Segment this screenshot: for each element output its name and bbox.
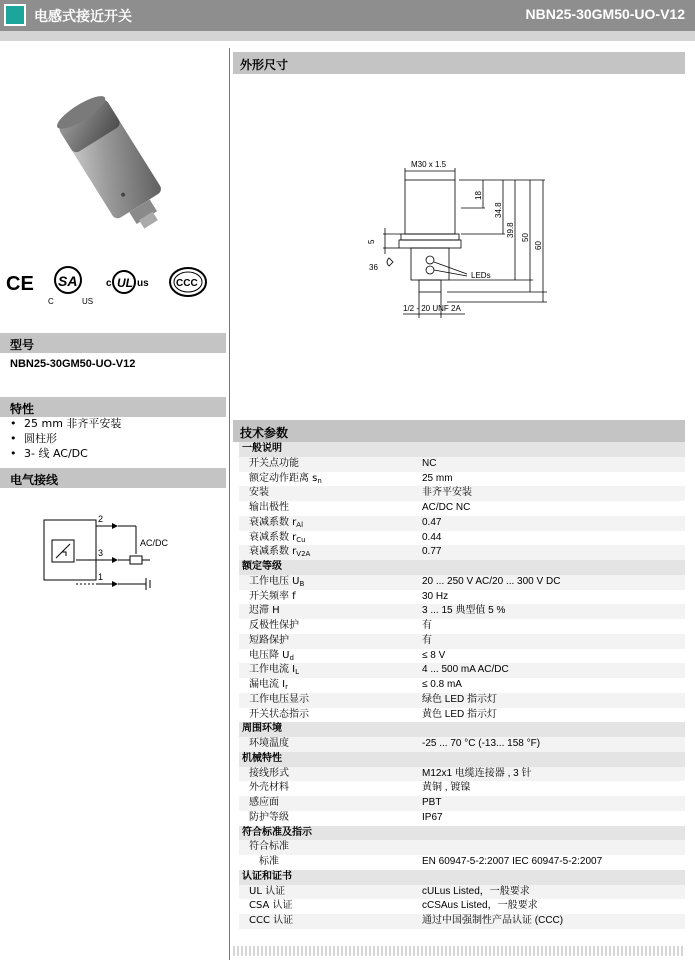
spec-row xyxy=(239,840,685,855)
feature-item: • 25 mm 非齐平安装 xyxy=(10,417,122,430)
spec-row xyxy=(239,678,685,693)
spec-value: ≤ 8 V xyxy=(422,649,446,661)
spec-row xyxy=(239,708,685,723)
spec-label: UL 认证 xyxy=(249,885,286,897)
dim-18-label: 18 xyxy=(474,191,483,200)
features-list xyxy=(10,416,121,461)
spec-value: PBT xyxy=(422,797,442,808)
dim-5-label: 5 xyxy=(367,239,376,244)
spec-value: cCSAus Listed，一般要求 xyxy=(422,900,538,912)
ccc-logo-icon xyxy=(170,268,206,296)
spec-value: 3 ... 15 典型值 5 % xyxy=(422,605,506,617)
spec-label: 工作电流 $I_L$ xyxy=(249,664,300,677)
spec-row xyxy=(239,590,685,605)
header-subbar xyxy=(0,31,695,41)
spec-value: IP67 xyxy=(422,811,443,823)
page-title: 电感式接近开关 xyxy=(34,9,132,25)
spec-label: 输出极性 xyxy=(249,502,289,513)
spec-label: 感应面 xyxy=(249,797,279,808)
leds-label: LEDs xyxy=(471,271,491,280)
spec-label: 工作电压显示 xyxy=(249,693,309,705)
csa-us-label: US xyxy=(82,297,94,306)
spec-label: 额定动作距离 $s_n$ xyxy=(249,472,322,485)
spec-label: 接线形式 xyxy=(249,767,289,779)
spec-row xyxy=(239,914,685,929)
brand-square-icon xyxy=(4,4,26,26)
spec-row xyxy=(239,899,685,914)
dimensions-section-heading: 外形尺寸 xyxy=(233,52,685,74)
spec-group-heading: 一般说明 xyxy=(239,442,685,457)
pin-2-label: 2 xyxy=(98,514,104,524)
specs-table xyxy=(239,442,685,929)
spec-value: 黄铜 , 镀镍 xyxy=(422,782,471,794)
spec-label: CSA 认证 xyxy=(249,900,293,912)
svg-text:UL: UL xyxy=(117,276,133,290)
spec-row xyxy=(239,575,685,590)
spec-value: 0.44 xyxy=(422,531,442,543)
dim-50-label: 50 xyxy=(521,233,530,242)
spec-value: 非齐平安装 xyxy=(422,487,472,499)
spec-value: 25 mm xyxy=(422,472,453,484)
dim-60-label: 60 xyxy=(534,241,543,250)
spec-label: 衰减系数 $r_{Cu}$ xyxy=(249,531,306,544)
product-photo xyxy=(34,85,194,245)
svg-text:SA: SA xyxy=(58,273,78,289)
spec-row xyxy=(239,649,685,664)
spec-row xyxy=(239,501,685,516)
spec-row xyxy=(239,855,685,870)
spec-label: 衰减系数 $r_{Al}$ xyxy=(249,516,304,529)
specs-section-heading: 技术参数 xyxy=(233,420,685,442)
spec-label: 短路保护 xyxy=(249,634,289,646)
feature-item: • 3- 线 AC/DC xyxy=(10,447,88,460)
spec-value: 有 xyxy=(422,634,432,646)
spec-row xyxy=(239,693,685,708)
spec-label: 防护等级 xyxy=(249,811,289,823)
page-header xyxy=(0,0,695,31)
spec-value: 4 ... 500 mA AC/DC xyxy=(422,664,509,676)
spec-row xyxy=(239,796,685,811)
spec-value: 有 xyxy=(422,620,432,631)
spec-label: 衰减系数 $r_{V2A}$ xyxy=(249,546,311,559)
pin-1-label: 1 xyxy=(98,572,104,582)
column-divider xyxy=(229,48,230,960)
spec-row xyxy=(239,486,685,501)
spec-label: 开关频率 f xyxy=(249,590,296,602)
spec-value: 通过中国强制性产品认证 (CCC) xyxy=(422,915,564,926)
spec-label: 工作电压 $U_B$ xyxy=(249,575,305,588)
spec-row xyxy=(239,737,685,752)
spec-value: 20 ... 250 V AC/20 ... 300 V DC xyxy=(422,575,561,587)
spec-label: 漏电流 $I_r$ xyxy=(249,679,289,691)
spec-label: 环境温度 xyxy=(249,738,289,749)
spec-group-heading: 机械特性 xyxy=(239,752,685,767)
spec-value: ≤ 0.8 mA xyxy=(422,679,462,690)
spec-value: 30 Hz xyxy=(422,590,449,602)
spec-row xyxy=(239,516,685,531)
spec-value: EN 60947-5-2:2007 IEC 60947-5-2:2007 xyxy=(422,856,603,867)
dim-34-8-label: 34.8 xyxy=(494,202,503,218)
spec-group-heading: 认证和证书 xyxy=(239,870,685,885)
spec-row xyxy=(239,545,685,560)
spec-label: 迟滞 H xyxy=(249,605,280,617)
wiring-diagram xyxy=(40,510,200,595)
spec-label: 标准 xyxy=(259,856,279,867)
spec-group-heading: 周围环境 xyxy=(239,722,685,737)
spec-row xyxy=(239,781,685,796)
spec-value: -25 ... 70 °C (-13... 158 °F) xyxy=(422,738,541,749)
spec-row xyxy=(239,663,685,678)
ccc-label: CCC xyxy=(176,278,198,289)
page-model-number: NBN25-30GM50-UO-V12 xyxy=(525,6,685,22)
spec-value: M12x1 电缆连接器 , 3 针 xyxy=(422,767,532,779)
electrical-section-heading: 电气接线 xyxy=(0,468,226,488)
model-section-heading: 型号 xyxy=(0,333,226,353)
spec-value: 黄色 LED 指示灯 xyxy=(422,708,498,720)
certification-logos xyxy=(6,262,221,308)
spec-label: 安装 xyxy=(249,487,269,499)
feature-item: • 圆柱形 xyxy=(10,432,57,445)
spec-label: 符合标准 xyxy=(249,841,289,853)
supply-label: AC/DC xyxy=(140,538,169,548)
spec-value: 绿色 LED 指示灯 xyxy=(422,693,498,705)
pin-3-label: 3 xyxy=(98,548,104,558)
features-section-heading: 特性 xyxy=(0,397,226,417)
spec-row xyxy=(239,634,685,649)
csa-c-label: C xyxy=(48,297,54,306)
bottom-stripe xyxy=(233,946,685,956)
spec-label: 开关点功能 xyxy=(249,457,299,469)
dimension-drawing xyxy=(355,158,565,323)
spec-label: 电压降 $U_d$ xyxy=(249,649,294,662)
csa-logo-icon xyxy=(48,267,93,306)
spec-label: 反极性保护 xyxy=(249,620,299,631)
ce-mark: CE xyxy=(6,273,34,295)
spec-row xyxy=(239,811,685,826)
spec-row xyxy=(239,457,685,472)
spec-value: NC xyxy=(422,457,437,469)
spec-label: 外壳材料 xyxy=(249,782,289,794)
ul-logo-icon xyxy=(106,271,149,293)
spec-row xyxy=(239,885,685,900)
spec-row xyxy=(239,604,685,619)
ul-c-label: c xyxy=(106,278,112,289)
spec-row xyxy=(239,531,685,546)
model-value: NBN25-30GM50-UO-V12 xyxy=(10,358,136,370)
dim-thread-label: M30 x 1.5 xyxy=(411,160,447,169)
spec-group-heading: 额定等级 xyxy=(239,560,685,575)
spec-value: AC/DC NC xyxy=(422,502,471,513)
ul-us-label: us xyxy=(137,278,149,289)
spec-value: cULus Listed，一般要求 xyxy=(422,885,530,897)
spec-row xyxy=(239,767,685,782)
spec-value: 0.47 xyxy=(422,516,442,528)
dim-connector-thread-label: 1/2 - 20 UNF 2A xyxy=(403,304,461,313)
dim-36-label: 36 xyxy=(369,263,378,272)
spec-row xyxy=(239,472,685,487)
spec-value: 0.77 xyxy=(422,546,442,558)
spec-row xyxy=(239,619,685,634)
spec-group-heading: 符合标准及指示 xyxy=(239,826,685,841)
spec-label: CCC 认证 xyxy=(249,915,294,926)
dim-39-8-label: 39.8 xyxy=(506,222,515,238)
spec-label: 开关状态指示 xyxy=(249,708,309,720)
